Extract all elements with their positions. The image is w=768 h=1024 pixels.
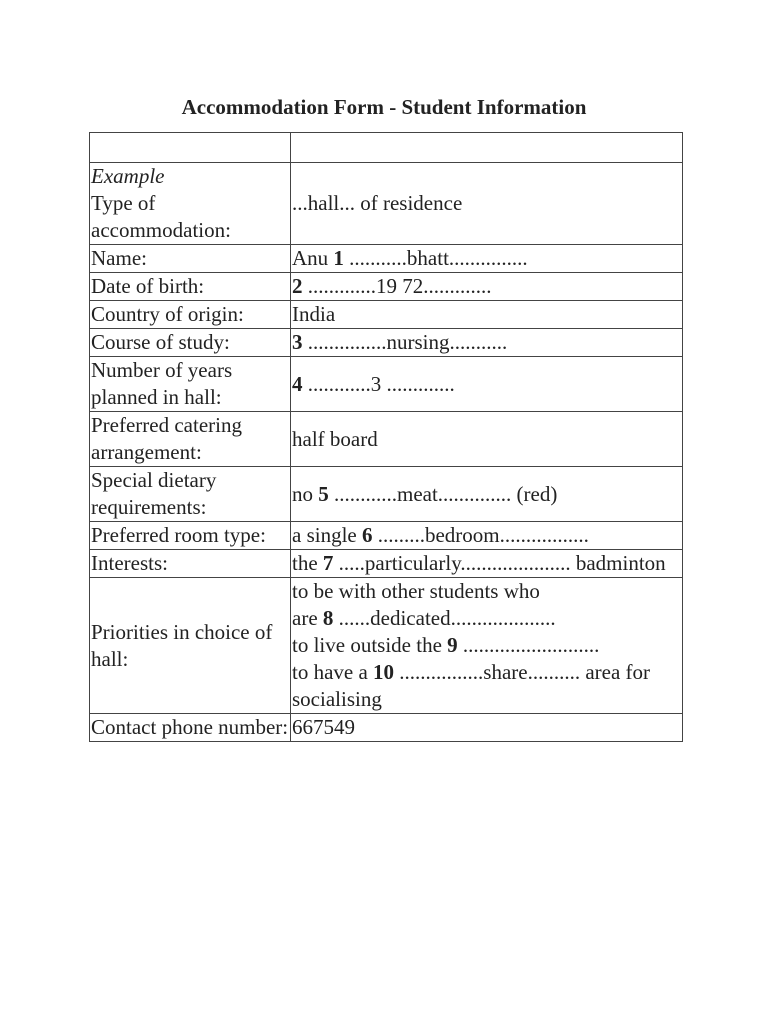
field-label: Name:	[90, 245, 291, 273]
field-label: Course of study:	[90, 329, 291, 357]
question-number: 8	[322, 606, 334, 630]
answer-text: ................share.......... area for socialising	[292, 660, 651, 711]
priority-line	[292, 659, 682, 713]
table-row	[90, 245, 683, 273]
answer-prefix: to live outside the	[292, 633, 448, 657]
field-value	[291, 578, 683, 714]
answer-prefix: the	[292, 551, 323, 575]
table-row	[90, 357, 683, 412]
question-number: 2	[292, 274, 303, 298]
table-row	[90, 301, 683, 329]
table-row	[90, 273, 683, 301]
field-value	[291, 273, 683, 301]
example-answer: ...hall... of residence	[292, 191, 463, 215]
field-value	[291, 467, 683, 522]
field-label: Priorities in choice of hall:	[90, 578, 291, 714]
empty-cell	[291, 133, 683, 163]
question-number: 1	[333, 246, 344, 270]
field-label: Interests:	[90, 550, 291, 578]
answer-text: .........bedroom.................	[372, 523, 589, 547]
field-value	[291, 357, 683, 412]
question-number: 3	[292, 330, 303, 354]
answer-prefix: a single	[292, 523, 362, 547]
field-value	[291, 522, 683, 550]
priority-line	[292, 605, 682, 632]
answer-text: .............19 72.............	[302, 274, 492, 298]
example-label-cell	[90, 163, 291, 245]
field-value: India	[291, 301, 683, 329]
empty-cell	[90, 133, 291, 163]
question-number: 10	[373, 660, 395, 684]
field-label: Number of years planned in hall:	[90, 357, 291, 412]
field-label: Contact phone number:	[90, 714, 291, 742]
field-label: Preferred catering arrangement:	[90, 412, 291, 467]
table-header-row	[90, 133, 683, 163]
priority-line: to be with other students who	[292, 579, 540, 603]
question-number: 9	[447, 633, 458, 657]
field-label: Type of accommodation:	[91, 191, 231, 242]
table-row	[90, 550, 683, 578]
answer-text: ...............nursing...........	[302, 330, 508, 354]
answer-prefix: Anu	[292, 246, 334, 270]
field-value	[291, 245, 683, 273]
answer-text: ............meat.............. (red)	[328, 481, 558, 506]
example-row	[90, 163, 683, 245]
question-number: 6	[361, 523, 373, 547]
field-value: 667549	[291, 714, 683, 742]
student-information-table	[89, 132, 683, 742]
field-value	[291, 329, 683, 357]
priorities-row	[90, 578, 683, 714]
answer-text: ......dedicated....................	[333, 606, 556, 630]
question-number: 7	[322, 551, 334, 575]
question-number: 4	[292, 371, 303, 396]
field-value	[291, 550, 683, 578]
table-row	[90, 467, 683, 522]
field-value	[291, 163, 683, 245]
answer-prefix: are	[292, 606, 323, 630]
answer-prefix: to have a	[292, 660, 374, 684]
example-heading: Example	[91, 164, 165, 188]
table-row	[90, 412, 683, 467]
table-row	[90, 329, 683, 357]
answer-text: ...........bhatt...............	[343, 246, 528, 270]
field-value: half board	[291, 412, 683, 467]
page-title: Accommodation Form - Student Information	[181, 95, 587, 119]
priority-line	[292, 632, 682, 659]
contact-row	[90, 714, 683, 742]
answer-prefix: no	[292, 481, 319, 506]
field-label: Date of birth:	[90, 273, 291, 301]
answer-text: ............3 .............	[302, 371, 455, 396]
answer-text: .....particularly..................... badminton	[333, 551, 666, 575]
field-label: Preferred room type:	[90, 522, 291, 550]
question-number: 5	[318, 481, 329, 506]
field-label: Country of origin:	[90, 301, 291, 329]
table-row	[90, 522, 683, 550]
field-label: Special dietary requirements:	[90, 467, 291, 522]
answer-text: ..........................	[457, 633, 600, 657]
